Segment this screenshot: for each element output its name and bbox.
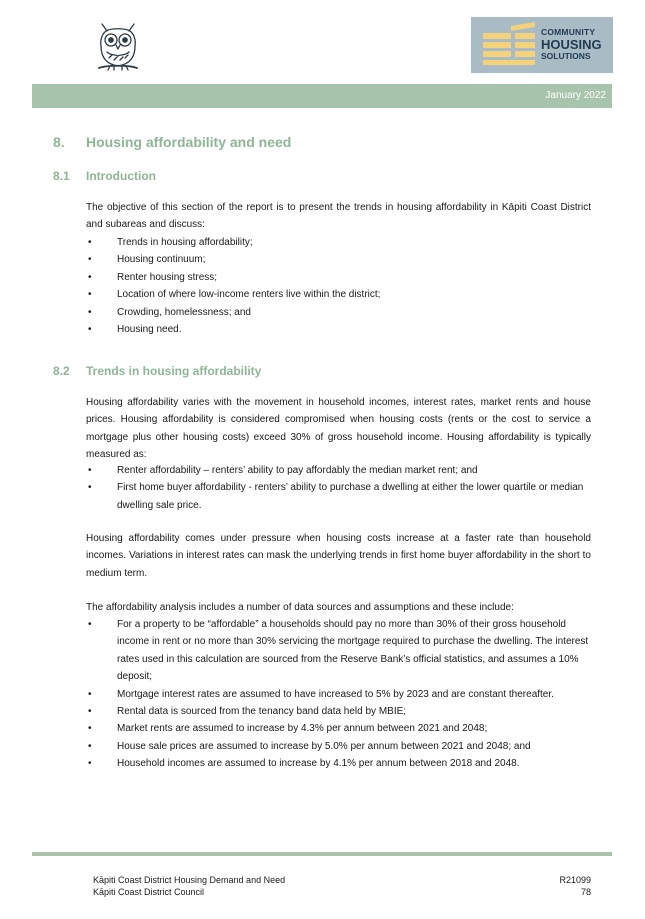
section-8-2-heading [53, 364, 261, 378]
bullet-glyph: • [88, 740, 92, 752]
footer-report-title: Kāpiti Coast District Housing Demand and Need [93, 875, 286, 885]
list-item: • First home buyer affordability - renters’ ability to purchase a dwelling at either the lower quartile or median dwelling sale price. [86, 479, 591, 514]
footer-right [559, 874, 591, 898]
bullet-glyph: • [88, 237, 92, 248]
list-item: • Location of where low-income renters live within the district; [86, 286, 591, 303]
footer-left [93, 874, 285, 898]
bullet-glyph: • [88, 289, 92, 301]
section-8-1-title: Introduction [86, 169, 156, 183]
bullet-glyph: • [88, 758, 92, 770]
logo-line-housing: HOUSING [541, 36, 602, 52]
intro-bullet-list [86, 234, 591, 338]
assumptions-list [86, 616, 591, 773]
owl-logo [93, 18, 143, 74]
bullet-glyph: • [88, 619, 92, 630]
list-item: • House sale prices are assumed to increase by 5.0% per annum between 2021 and 2048; and [86, 738, 591, 755]
logo-text [541, 28, 602, 60]
intro-paragraph: The objective of this section of the report is to present the trends in housing affordability in Kāpiti Coast District and subareas and discuss: [86, 202, 591, 231]
affordability-measures-list [86, 462, 591, 514]
list-item: • Housing continuum; [86, 251, 591, 268]
bullet-glyph: • [88, 271, 92, 283]
section-8-1-number: 8.1 [53, 169, 70, 183]
list-item: • Housing need. [86, 321, 591, 338]
list-item: • Rental data is sourced from the tenancy band data held by MBIE; [86, 703, 591, 720]
header-band [32, 84, 612, 108]
bullet-glyph: • [88, 324, 92, 336]
logo-line-community: COMMUNITY [541, 27, 596, 37]
list-item: • For a property to be “affordable” a households should pay no more than 30% of their gross household income in rent or no more than 30% servicing the mortgage required to purchase the dwelling. The interest rates used in this calculation are sourced from the Reserve Bank’s official statistics, and assumes a 10% deposit; [86, 616, 591, 686]
section-8-title: Housing affordability and need [86, 134, 292, 150]
section-8-2-number: 8.2 [53, 364, 70, 378]
footer-rule [32, 852, 612, 856]
section-8-1-heading [53, 169, 156, 183]
header-date: January 2022 [545, 90, 606, 101]
bullet-glyph: • [88, 723, 92, 735]
footer-report-code: R21099 [559, 875, 591, 885]
list-item: • Household incomes are assumed to increase by 4.1% per annum between 2018 and 2048. [86, 755, 591, 772]
list-item: • Crowding, homelessness; and [86, 304, 591, 321]
footer-council: Kāpiti Coast District Council [93, 887, 205, 897]
affordability-paragraph-2: Housing affordability comes under pressure when housing costs increase at a faster rate than household incomes. Variations in interest rates can mask the underlying trends in first home buyer affordability in the short to medium term. [86, 533, 591, 579]
list-item: • Market rents are assumed to increase by 4.3% per annum between 2021 and 2048; [86, 720, 591, 737]
section-8-2-title: Trends in housing affordability [86, 364, 262, 378]
list-item: • Renter housing stress; [86, 269, 591, 286]
bullet-glyph: • [88, 706, 92, 718]
list-item: • Renter affordability – renters’ ability to pay affordably the median market rent; and [86, 462, 591, 479]
section-8-number: 8. [53, 134, 65, 150]
footer-page-number: 78 [580, 887, 591, 897]
section-8-heading [53, 134, 291, 150]
bullet-glyph: • [88, 688, 92, 700]
affordability-paragraph-1: Housing affordability varies with the movement in household incomes, interest rates, market rents and house prices. Housing affordability is considered compromised when housing costs (rents or the cost to service a mortgage plus other housing costs) exceed 30% of gross household income. Housing affordability is typically measured as: [86, 397, 591, 461]
bullet-glyph: • [88, 254, 92, 266]
bullet-glyph: • [88, 306, 92, 318]
logo-line-solutions: SOLUTIONS [541, 50, 591, 61]
affordability-paragraph-3: The affordability analysis includes a number of data sources and assumptions and these include: [86, 602, 514, 613]
bullet-glyph: • [88, 465, 92, 476]
list-item: • Mortgage interest rates are assumed to have increased to 5% by 2023 and are constant thereafter. [86, 686, 591, 703]
list-item: • Trends in housing affordability; [86, 234, 591, 251]
bullet-glyph: • [88, 482, 92, 494]
community-housing-solutions-logo [471, 17, 613, 73]
